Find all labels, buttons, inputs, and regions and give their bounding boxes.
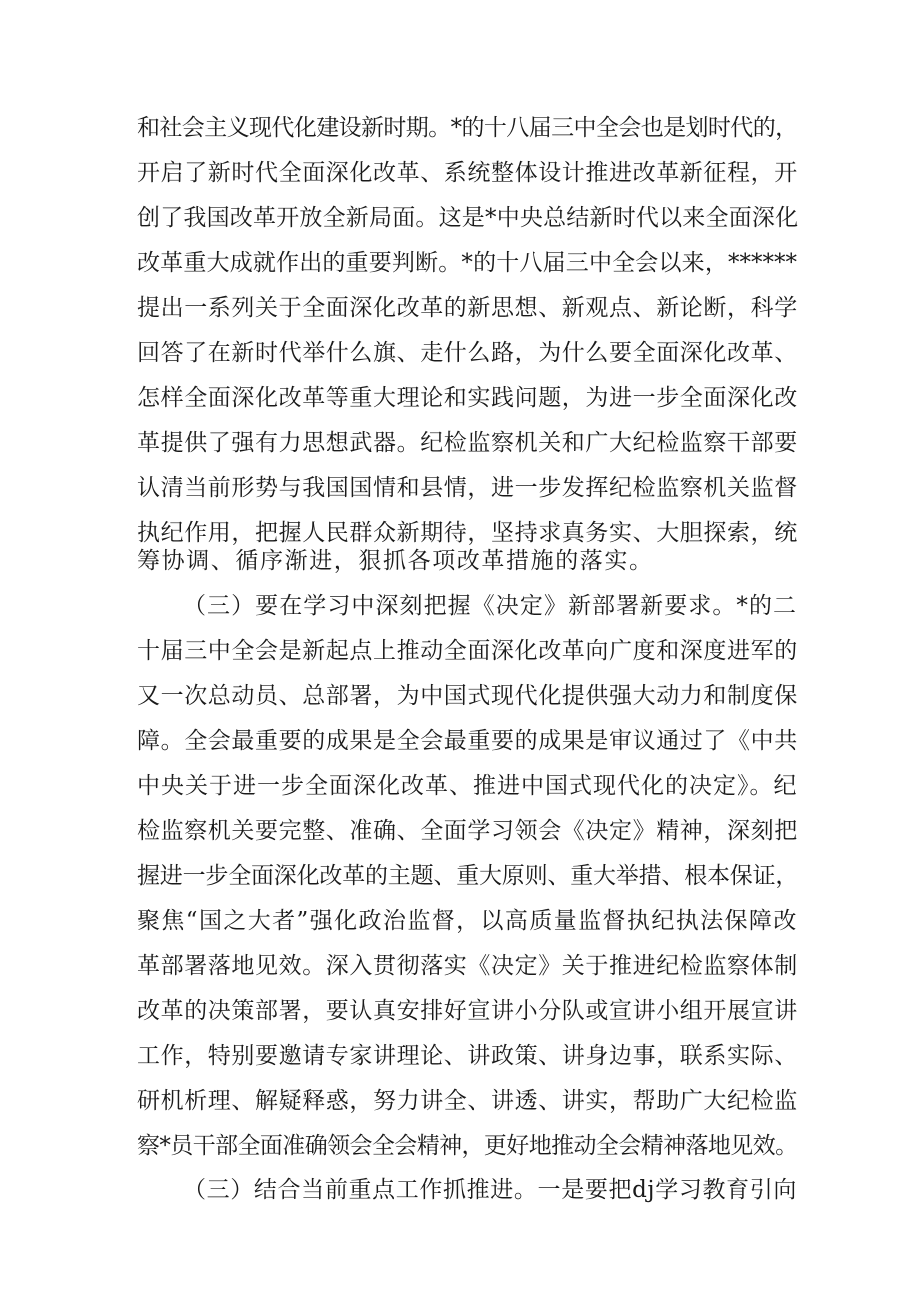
paragraph-line: 革部署落地见效。深入贯彻落实《决定》关于推进纪检监察体制 [137, 953, 798, 979]
paragraph-line: 中央关于进一步全面深化改革、推进中国式现代化的决定》。纪 [137, 773, 798, 799]
paragraph-line: 改革的决策部署，要认真安排好宣讲小分队或宣讲小组开展宣讲 [137, 998, 798, 1024]
paragraph-line: 提出一系列关于全面深化改革的新思想、新观点、新论断，科学 [137, 295, 798, 321]
paragraph-line: 工作，特别要邀请专家讲理论、讲政策、讲身边事，联系实际、 [137, 1043, 798, 1069]
paragraph-line: 研机析理、解疑释惑，努力讲全、讲透、讲实，帮助广大纪检监 [137, 1088, 798, 1114]
paragraph-line: 又一次总动员、总部署，为中国式现代化提供强大动力和制度保 [137, 683, 798, 709]
section-heading-line: （三）要在学习中深刻把握《决定》新部署新要求。*的二 [183, 593, 797, 619]
paragraph-line: 革提供了强有力思想武器。纪检监察机关和广大纪检监察干部要 [137, 430, 798, 456]
paragraph-line: 察*员干部全面准确领会全会精神，更好地推动全会精神落地见效。 [137, 1133, 798, 1159]
paragraph-line: 回答了在新时代举什么旗、走什么路，为什么要全面深化改革、 [137, 340, 798, 366]
paragraph-line: 检监察机关要完整、准确、全面学习领会《决定》精神，深刻把 [137, 818, 798, 844]
paragraph-line: 怎样全面深化改革等重大理论和实践问题，为进一步全面深化改 [137, 385, 798, 411]
paragraph-line: 筹协调、循序渐进，狠抓各项改革措施的落实。 [137, 548, 654, 574]
paragraph-line: 改革重大成就作出的重要判断。*的十八届三中全会以来，****** [137, 250, 797, 276]
paragraph-line: 创了我国改革开放全新局面。这是*中央总结新时代以来全面深化 [137, 205, 799, 231]
paragraph-line: 十届三中全会是新起点上推动全面深化改革向广度和深度进军的 [137, 638, 798, 664]
section-heading-line: （三）结合当前重点工作抓推进。一是要把dj学习教育引向 [183, 1177, 797, 1203]
paragraph-line: 聚焦“国之大者”强化政治监督，以高质量监督执纪执法保障改 [137, 908, 798, 934]
paragraph-line: 执纪作用，把握人民群众新期待，坚持求真务实、大胆探索，统 [137, 520, 798, 546]
paragraph-line: 和社会主义现代化建设新时期。*的十八届三中全会也是划时代的， [137, 115, 798, 141]
paragraph-line: 握进一步全面深化改革的主题、重大原则、重大举措、根本保证， [137, 863, 799, 889]
paragraph-line: 障。全会最重要的成果是全会最重要的成果是审议通过了《中共 [137, 728, 798, 754]
paragraph-line: 认清当前形势与我国国情和县情，进一步发挥纪检监察机关监督 [137, 475, 798, 501]
paragraph-line: 开启了新时代全面深化改革、系统整体设计推进改革新征程，开 [137, 160, 798, 186]
